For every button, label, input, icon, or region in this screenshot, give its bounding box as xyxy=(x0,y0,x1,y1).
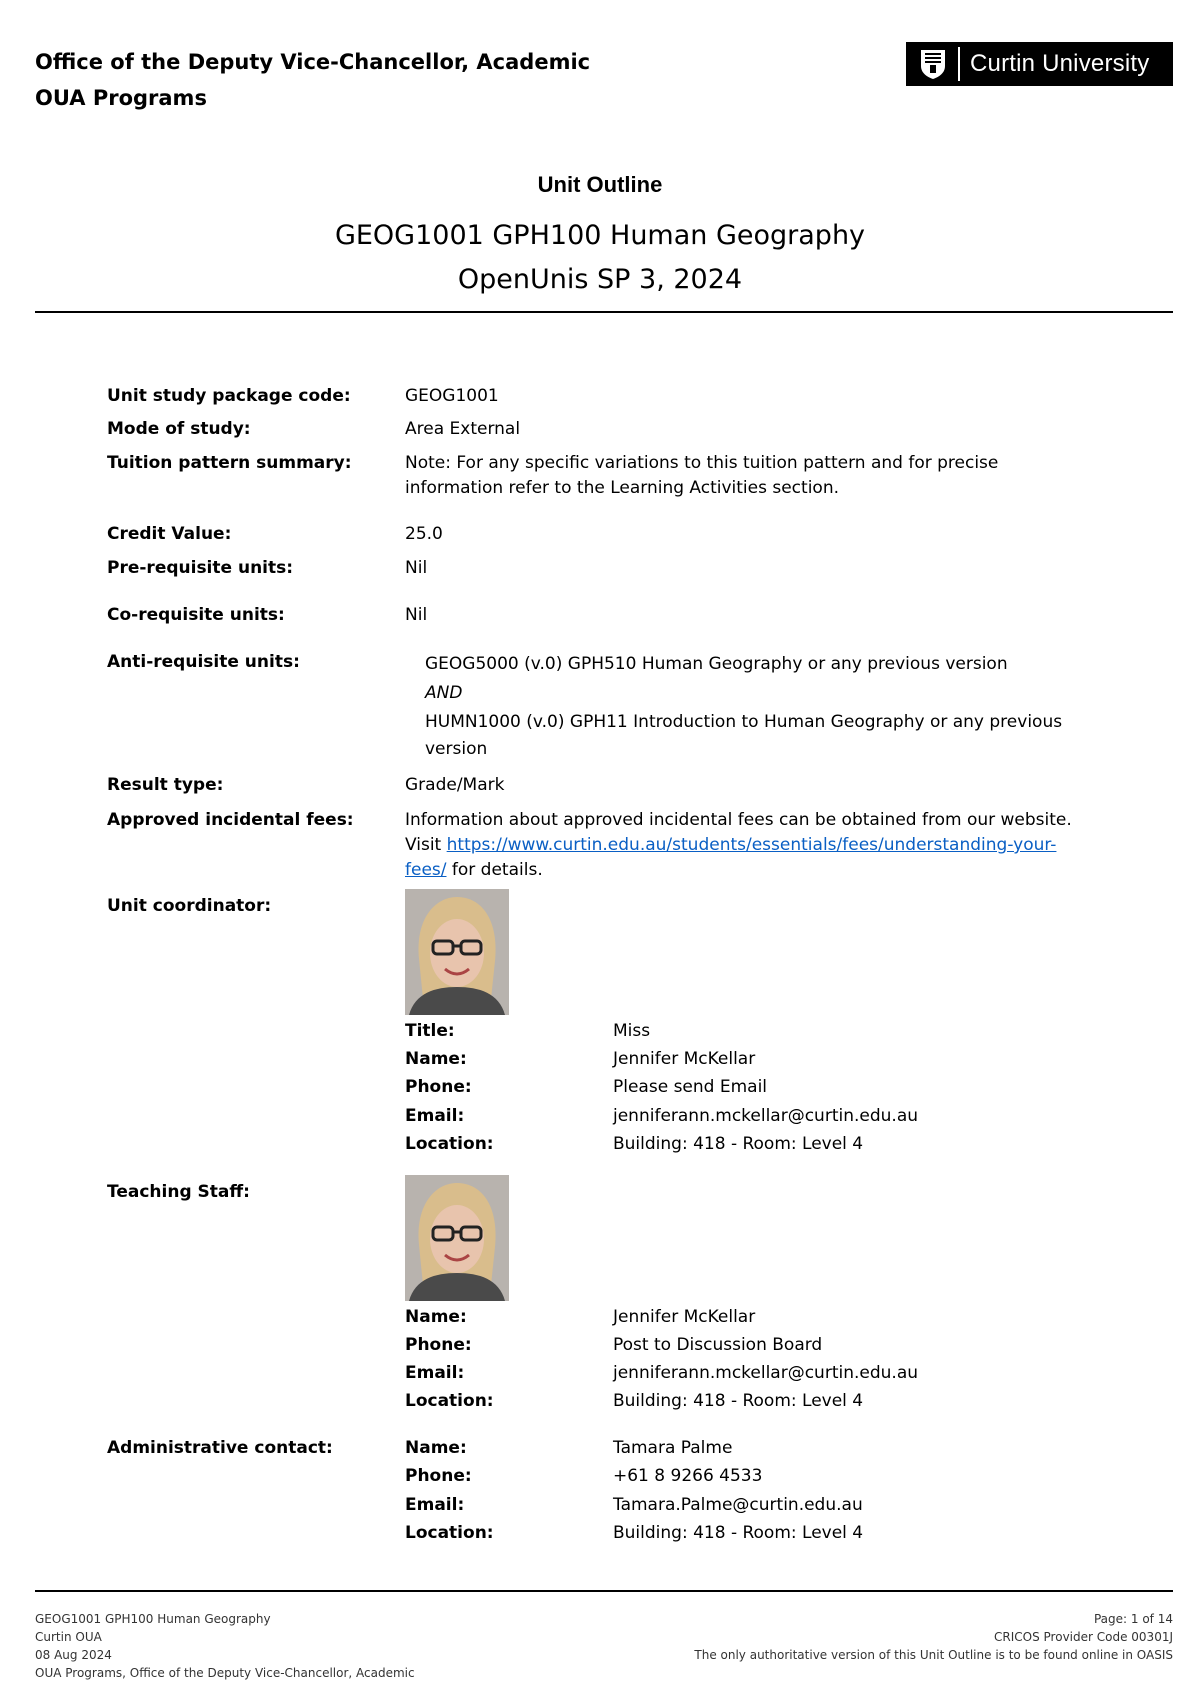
footer-divider xyxy=(35,1590,1173,1592)
footer-left xyxy=(35,1610,415,1682)
study-package-value: GEOG1001 xyxy=(405,386,499,406)
admin-name-label: Name: xyxy=(405,1438,467,1458)
teaching-email-value: jenniferann.mckellar@curtin.edu.au xyxy=(613,1363,919,1383)
antireq-and: AND xyxy=(425,683,463,703)
teaching-name-value: Jennifer McKellar xyxy=(613,1307,756,1327)
study-package-label: Unit study package code: xyxy=(107,386,351,406)
teaching-location-label: Location: xyxy=(405,1391,494,1411)
admin-email-value: Tamara.Palme@curtin.edu.au xyxy=(613,1495,863,1515)
coordinator-email-value: jenniferann.mckellar@curtin.edu.au xyxy=(613,1106,919,1126)
admin-phone-value: +61 8 9266 4533 xyxy=(613,1466,763,1486)
fees-line-2 xyxy=(405,833,1105,858)
fees-visit-text: Visit xyxy=(405,835,447,855)
antireq-value xyxy=(425,650,1200,762)
mode-label: Mode of study: xyxy=(107,419,251,439)
teaching-name-label: Name: xyxy=(405,1307,467,1327)
logo-text: Curtin University xyxy=(970,50,1150,77)
antireq-line-1: GEOG5000 (v.0) GPH510 Human Geography or any previous version xyxy=(425,654,1008,674)
study-period: OpenUnis SP 3, 2024 xyxy=(457,264,743,295)
admin-location-value: Building: 418 - Room: Level 4 xyxy=(613,1523,864,1543)
admin-location-label: Location: xyxy=(405,1523,494,1543)
crest-icon xyxy=(916,47,950,81)
coordinator-email-label: Email: xyxy=(405,1106,465,1126)
teaching-location-value: Building: 418 - Room: Level 4 xyxy=(613,1391,864,1411)
prereq-value: Nil xyxy=(405,558,428,578)
teaching-staff-photo xyxy=(405,1175,509,1301)
coordinator-title-value: Miss xyxy=(613,1021,651,1041)
fees-link[interactable]: https://www.curtin.edu.au/students/essentials/fees/understanding-your- xyxy=(446,835,1057,855)
admin-name-value: Tamara Palme xyxy=(613,1438,733,1458)
footer-date: 08 Aug 2024 xyxy=(35,1648,112,1662)
tuition-value xyxy=(405,451,1105,501)
cricos-code: CRICOS Provider Code 00301J xyxy=(994,1630,1173,1644)
fees-tail-text: for details. xyxy=(446,860,543,880)
teaching-phone-value: Post to Discussion Board xyxy=(613,1335,823,1355)
tuition-line-2: information refer to the Learning Activities section. xyxy=(405,478,839,498)
antireq-line-2: HUMN1000 (v.0) GPH11 Introduction to Human Geography or any previous xyxy=(425,712,1063,732)
teaching-label: Teaching Staff: xyxy=(107,1182,250,1202)
coreq-label: Co-requisite units: xyxy=(107,605,285,625)
fees-line-3 xyxy=(405,858,1105,883)
document-heading: Unit Outline xyxy=(537,172,663,197)
credit-value: 25.0 xyxy=(405,524,443,544)
fees-link-continued[interactable]: fees/ xyxy=(405,860,447,880)
antireq-label: Anti-requisite units: xyxy=(107,652,300,672)
logo-separator xyxy=(958,47,960,81)
footer-provider: Curtin OUA xyxy=(35,1630,102,1644)
footer-office: OUA Programs, Office of the Deputy Vice-Chancellor, Academic xyxy=(35,1666,415,1680)
antireq-line-3: version xyxy=(425,739,488,759)
fees-value xyxy=(405,808,1105,883)
office-name: Office of the Deputy Vice-Chancellor, Academic xyxy=(35,50,591,74)
mode-value: Area External xyxy=(405,419,521,439)
fees-line-1: Information about approved incidental fees can be obtained from our website. xyxy=(405,810,1072,830)
coordinator-location-value: Building: 418 - Room: Level 4 xyxy=(613,1134,864,1154)
tuition-line-1: Note: For any specific variations to this tuition pattern and for precise xyxy=(405,453,999,473)
coordinator-photo xyxy=(405,889,509,1015)
program-name: OUA Programs xyxy=(35,86,207,110)
result-value: Grade/Mark xyxy=(405,775,505,795)
admin-email-label: Email: xyxy=(405,1495,465,1515)
teaching-email-label: Email: xyxy=(405,1363,465,1383)
footer-right xyxy=(694,1610,1173,1664)
page-number: Page: 1 of 14 xyxy=(1093,1612,1173,1626)
result-label: Result type: xyxy=(107,775,224,795)
credit-label: Credit Value: xyxy=(107,524,232,544)
coreq-value: Nil xyxy=(405,605,428,625)
coordinator-name-label: Name: xyxy=(405,1049,467,1069)
coordinator-title-label: Title: xyxy=(405,1021,455,1041)
tuition-label: Tuition pattern summary: xyxy=(107,453,352,473)
unit-title: GEOG1001 GPH100 Human Geography xyxy=(334,220,866,251)
authoritative-note: The only authoritative version of this Unit Outline is to be found online in OASIS xyxy=(694,1648,1173,1662)
coordinator-phone-value: Please send Email xyxy=(613,1077,768,1097)
coordinator-phone-label: Phone: xyxy=(405,1077,472,1097)
fees-label: Approved incidental fees: xyxy=(107,810,354,830)
office-header xyxy=(35,44,590,116)
title-divider xyxy=(35,311,1173,313)
admin-phone-label: Phone: xyxy=(405,1466,472,1486)
title-block xyxy=(0,170,1200,298)
teaching-phone-label: Phone: xyxy=(405,1335,472,1355)
admin-label: Administrative contact: xyxy=(107,1438,333,1458)
coordinator-label: Unit coordinator: xyxy=(107,896,272,916)
curtin-logo xyxy=(906,42,1173,86)
footer-unit: GEOG1001 GPH100 Human Geography xyxy=(35,1612,271,1626)
coordinator-location-label: Location: xyxy=(405,1134,494,1154)
coordinator-name-value: Jennifer McKellar xyxy=(613,1049,756,1069)
prereq-label: Pre-requisite units: xyxy=(107,558,294,578)
